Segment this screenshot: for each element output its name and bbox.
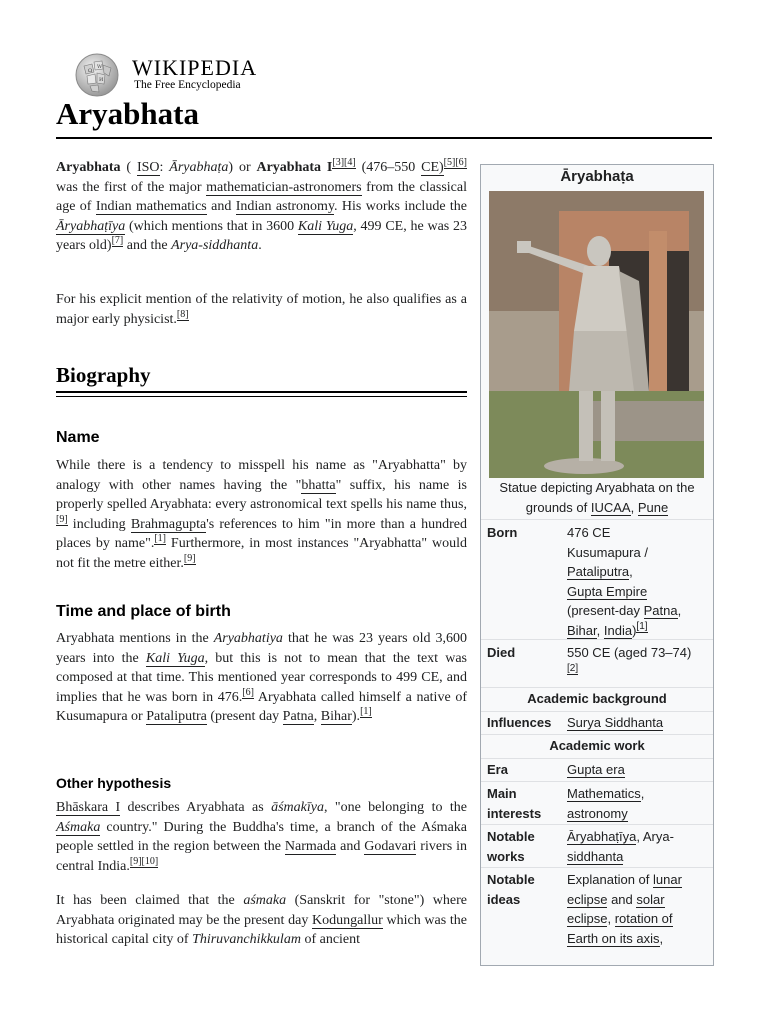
link-gupta-empire[interactable]: Gupta Empire	[567, 583, 648, 599]
iso-name: Āryabhaṭa	[169, 160, 229, 175]
text: , Arya-	[636, 829, 674, 844]
text: Statue depicting Aryabhata on the grounds of	[499, 480, 695, 515]
heading-name: Name	[56, 429, 100, 446]
text: ,	[630, 499, 638, 515]
text: For his explicit mention of the relativity of motion, he also qualifies as a major early physicist.	[56, 292, 467, 327]
text: including	[67, 516, 131, 532]
ref-9[interactable]: [9]	[56, 513, 68, 525]
lead-section	[56, 158, 467, 256]
text: )	[632, 622, 637, 638]
text: Kali Yuga	[297, 218, 354, 234]
text: Main	[487, 786, 517, 801]
svg-text:И: И	[99, 77, 104, 83]
text: rivers in central India.	[56, 839, 468, 874]
link-siddhanta[interactable]: siddhanta	[567, 848, 624, 864]
alt-name: Aryabhata I	[256, 160, 333, 175]
link-patna-ib[interactable]: Patna	[643, 603, 678, 618]
link-indian-mathematics[interactable]: Indian mathematics	[95, 199, 207, 215]
link-kali-yuga[interactable]	[298, 219, 353, 235]
text: Furthermore, in most instances "Aryabhatta" would not fit the metre either.	[56, 536, 467, 571]
text: and	[336, 839, 365, 855]
text: Aryabhatiya	[213, 631, 283, 646]
infobox-row-notable-ideas	[481, 867, 713, 966]
link-asmaka[interactable]	[56, 820, 100, 836]
ref-3-4[interactable]: [3][4]	[332, 157, 356, 168]
link-gupta-era[interactable]: Gupta era	[567, 762, 625, 777]
ref-8[interactable]: [8]	[176, 308, 189, 320]
text: and	[607, 891, 637, 907]
text: that he was 23 years old 3,600 years into the	[56, 631, 467, 666]
physics-paragraph	[56, 290, 467, 329]
lead-paragraph	[56, 158, 467, 256]
text: 's references to him "in more than a hundred places by name".	[56, 516, 467, 552]
link-narmada[interactable]: Narmada	[284, 839, 337, 855]
other-section	[56, 798, 467, 876]
ref-1b[interactable]: [1]	[360, 706, 372, 718]
link-iso[interactable]: ISO	[136, 160, 160, 175]
heading-other-hypothesis: Other hypothesis	[56, 775, 172, 791]
main-interests-value	[567, 784, 707, 823]
text: Explanation of	[567, 872, 654, 887]
link-pataliputra[interactable]: Pataliputra	[146, 709, 207, 725]
text: Notable	[487, 829, 535, 844]
text: " suffix, his name is properly spelled Aryabhata: every astronomical text spells his name thus,	[56, 477, 467, 513]
academic-background-heading: Academic background	[481, 687, 713, 712]
era-value	[567, 760, 707, 780]
wikipedia-header[interactable]	[74, 52, 374, 98]
text: ideas	[487, 891, 521, 907]
text: works	[487, 848, 525, 864]
infobox	[480, 164, 714, 966]
link-pataliputra-ib[interactable]: Pataliputra	[567, 564, 630, 579]
infobox-title: Āryabhaṭa	[560, 168, 634, 185]
text: country." During the Buddha's time, a branch of the Aśmaka people settled in the region between the	[56, 819, 467, 855]
infobox-row-influences	[481, 711, 713, 734]
wikipedia-tagline: The Free Encyclopedia	[134, 79, 241, 91]
heading-biography: Biography	[56, 363, 151, 387]
text	[567, 784, 707, 804]
text: ) or	[228, 160, 257, 175]
text: It has been claimed that the	[56, 893, 244, 908]
text: (	[120, 160, 137, 175]
ref-2[interactable]: [2]	[567, 662, 579, 674]
text: of ancient	[300, 932, 361, 948]
text: ,	[596, 622, 604, 638]
other-paragraph	[56, 798, 467, 876]
notable-works-label	[487, 827, 535, 866]
link-bihar-ib[interactable]: Bihar	[567, 622, 597, 638]
text: was the first of the major	[56, 179, 207, 195]
link-mathematician-astronomers[interactable]: mathematician-astronomers	[206, 179, 362, 195]
ref-6[interactable]: [6]	[242, 686, 254, 698]
link-surya-siddhanta[interactable]: Surya Siddhanta	[567, 715, 664, 730]
link-kodungallur[interactable]: Kodungallur	[312, 912, 383, 928]
time-section	[56, 629, 467, 727]
svg-text:W: W	[97, 64, 103, 70]
text: Thiruvanchikkulam	[192, 932, 301, 948]
text: , but this is not to mean that the text was composed at that time. This mentioned year corresponds to 499 CE, and implies that he was born in 476.	[56, 650, 467, 705]
text: Āryabhaṭīya	[56, 218, 126, 234]
link-ce[interactable]: CE)	[421, 160, 444, 175]
academic-work-heading: Academic work	[481, 734, 713, 759]
link-kali-yuga-2[interactable]	[146, 651, 205, 667]
text	[567, 601, 707, 621]
text: Kusumapura /	[567, 544, 648, 560]
text: ,	[659, 930, 664, 946]
text: and the	[123, 238, 172, 254]
ref-1[interactable]: [1]	[154, 533, 166, 545]
text: :	[159, 160, 170, 175]
ref-9b[interactable]: [9]	[183, 552, 196, 564]
ref-9-10[interactable]: [9][10]	[129, 855, 159, 867]
text: Aśmaka	[56, 819, 101, 835]
era-label: Era	[487, 762, 508, 777]
text: . His works include the	[334, 199, 468, 215]
infobox-row-notable-works	[481, 824, 713, 867]
link-rotation-of-earth[interactable]: rotation of Earth on its axis	[567, 911, 673, 946]
text: interests	[487, 805, 542, 821]
link-iucaa[interactable]: IUCAA	[590, 499, 631, 515]
infobox-row-era	[481, 758, 713, 781]
claim-section	[56, 891, 467, 950]
text: , 499 CE, he was 23 years old)	[56, 218, 467, 254]
biography-divider	[56, 391, 467, 397]
link-bhaskara[interactable]: Bhāskara I	[56, 800, 121, 815]
ref-7[interactable]: [7]	[111, 235, 124, 247]
link-brahmagupta[interactable]: Brahmagupta	[130, 516, 207, 532]
text: (which mentions that in 3600	[125, 218, 298, 234]
ref-1-ib[interactable]: [1]	[636, 620, 648, 632]
died-label: Died	[487, 645, 516, 660]
link-lunar-eclipse[interactable]: lunar eclipse	[567, 872, 682, 907]
text: āśmakīya	[271, 800, 324, 815]
text: describes Aryabhata as	[120, 800, 272, 815]
text: , "one belonging to the	[323, 800, 467, 815]
text: (Sanskrit for "stone") where Aryabhata originated may be the present day	[56, 893, 467, 928]
infobox-row-died	[481, 639, 713, 686]
image-caption	[487, 478, 707, 517]
text: 476 CE	[567, 525, 611, 540]
text: ,	[629, 564, 633, 579]
main-interests-label	[487, 784, 541, 823]
link-patna[interactable]: Patna	[282, 709, 314, 725]
subject-name: Aryabhata	[56, 160, 121, 175]
notable-works-value	[567, 827, 707, 866]
link-aryabhatiya-ib[interactable]: Āryabhaṭīya	[567, 829, 637, 844]
name-section	[56, 456, 467, 574]
died-value	[567, 643, 707, 675]
text: 550 CE (aged 73–74)	[567, 645, 692, 660]
text: While there is a tendency to misspell his name as "Aryabhatta" by analogy with other names having the "	[56, 458, 467, 493]
text: ,	[313, 709, 321, 725]
infobox-row-born	[481, 519, 713, 638]
wikipedia-globe-icon[interactable]	[74, 52, 120, 98]
link-bhatta[interactable]: bhatta	[301, 477, 336, 493]
statue-image[interactable]	[489, 191, 704, 478]
text	[567, 582, 707, 602]
link-godavari[interactable]: Godavari	[364, 839, 417, 855]
born-value	[567, 523, 707, 640]
name-paragraph	[56, 456, 467, 574]
heading-time-place-birth: Time and place of birth	[56, 603, 231, 620]
influences-label: Influences	[487, 715, 552, 730]
link-aryabhatiya[interactable]	[56, 219, 125, 235]
text: Notable	[487, 872, 535, 887]
svg-text:Ω: Ω	[88, 68, 93, 74]
link-solar-eclipse[interactable]: solar eclipse	[567, 891, 665, 926]
link-bihar[interactable]: Bihar	[320, 709, 352, 725]
text: ).	[351, 709, 361, 725]
text: (476–550	[355, 160, 422, 175]
text	[567, 663, 707, 675]
physics-section	[56, 290, 467, 329]
link-mathematics[interactable]: Mathematics	[567, 786, 641, 801]
link-astronomy[interactable]: astronomy	[567, 805, 628, 821]
wikipedia-wordmark: WIKIPEDIA	[132, 55, 258, 80]
text	[567, 562, 707, 582]
born-label: Born	[487, 525, 518, 540]
link-india[interactable]: India	[603, 622, 633, 638]
text	[567, 827, 707, 847]
text: ,	[640, 786, 645, 801]
ref-5-6[interactable]: [5][6]	[443, 157, 467, 168]
infobox-row-main-interests	[481, 781, 713, 824]
text	[567, 847, 707, 867]
arya-siddhanta: Arya-siddhanta	[171, 238, 259, 254]
notable-ideas-value	[567, 870, 707, 948]
text: .	[258, 238, 262, 254]
text	[567, 804, 707, 824]
influences-value	[567, 713, 707, 733]
text: ,	[677, 603, 682, 618]
text: ,	[607, 911, 615, 926]
title-divider	[56, 137, 712, 139]
page-title: Aryabhata	[56, 96, 199, 131]
text: (present day	[206, 709, 283, 725]
link-indian-astronomy[interactable]: Indian astronomy	[235, 199, 335, 215]
text: Aryabhata mentions in the	[56, 631, 214, 646]
text: which was the historical capital city of	[56, 912, 468, 948]
text	[567, 543, 707, 563]
text	[567, 621, 707, 641]
text: Kali Yuga	[145, 650, 205, 666]
text: aśmaka	[243, 893, 287, 908]
text: from the classical age of	[56, 179, 467, 215]
text: and	[206, 199, 236, 215]
link-pune[interactable]: Pune	[637, 499, 669, 515]
claim-paragraph	[56, 891, 467, 950]
text: Aryabhata called himself a native of Kusumapura or	[56, 689, 467, 725]
time-paragraph	[56, 629, 467, 727]
notable-ideas-label	[487, 870, 535, 909]
text: (present-day	[567, 603, 644, 618]
